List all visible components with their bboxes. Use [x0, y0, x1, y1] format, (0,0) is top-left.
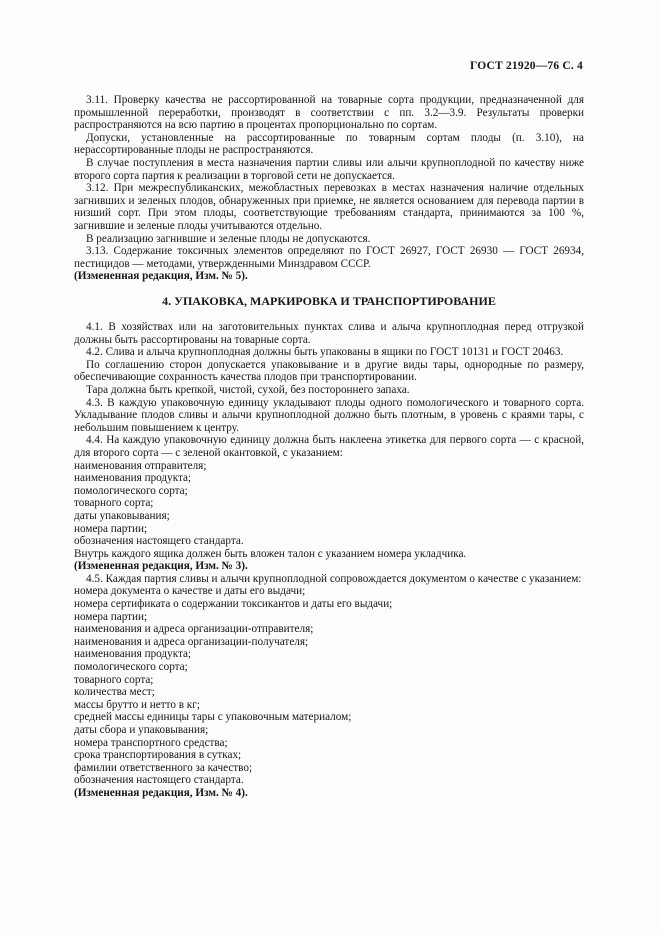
- list-item: фамилии ответственного за качество;: [74, 761, 253, 774]
- list-item: даты упаковывания;: [74, 509, 170, 522]
- list-item: номера партии;: [74, 522, 148, 535]
- list-item: номера сертификата о содержании токсикантов и даты его выдачи;: [74, 598, 393, 611]
- list-item: наименования отправителя;: [74, 459, 207, 472]
- list-item: обозначения настоящего стандарта.: [74, 535, 244, 548]
- paragraph-4-4: 4.4. На каждую упаковочную единицу должна быть наклеена этикетка для первого сорта — с красной, для второго сорта — с зеленой окантовкой, с указанием:: [74, 434, 584, 459]
- list-item: даты сбора и упаковывания;: [74, 724, 209, 736]
- paragraph-3-12: 3.12. При межреспубликанских, межобластных перевозках в местах назначения наличие отдельных загнивших и зеленых плодов, обнаруженных при приемке, не является основанием для перевода партии в низший сорт. При этом плоды, соответствующие требованиям стандарта, принимаются за 100 %, загнившие и зеленые плоды учитываются отдельно.: [74, 182, 584, 232]
- paragraph-4-2-container: Тара должна быть крепкой, чистой, сухой, без постороннего запаха.: [86, 383, 410, 396]
- list-item: помологического сорта;: [74, 484, 188, 497]
- list-item: товарного сорта;: [74, 497, 154, 510]
- paragraph-4-3: 4.3. В каждую упаковочную единицу укладывают плоды одного помологического и товарного сорта. Укладывание плодов сливы и алычи крупноплодной должно быть плотным, в уровень с краями тары, с небольшим повышением к центру.: [74, 396, 584, 434]
- paragraph-4-4-coupon: Внутрь каждого ящика должен быть вложен талон с указанием номера укладчика.: [74, 547, 467, 560]
- section-3-end: [74, 94, 584, 283]
- list-item: обозначения настоящего стандарта.: [74, 774, 244, 787]
- list-item: номера документа о качестве и даты его выдачи;: [74, 585, 306, 598]
- paragraph-3-12-rotten: В реализацию загнившие и зеленые плоды не допускаются.: [86, 232, 371, 245]
- paragraph-3-11-below-grade: В случае поступления в места назначения партии сливы или алычи крупноплодной по качеству ниже второго сорта партия к реализации в торговой сети не допускается.: [74, 156, 584, 182]
- list-item: номера транспортного средства;: [74, 736, 228, 749]
- paragraph-3-13: 3.13. Содержание токсичных элементов определяют по ГОСТ 26927, ГОСТ 26930 — ГОСТ 26934, пестицидов — методами, утвержденными Минздравом СССР.: [74, 245, 584, 270]
- list-item: помологического сорта;: [74, 661, 188, 674]
- section-4-body: [74, 321, 584, 800]
- list-item: количества мест;: [74, 686, 155, 699]
- list-item: средней массы единицы тары с упаковочным материалом;: [74, 711, 352, 724]
- edition-note-5: (Измененная редакция, Изм. № 5).: [74, 270, 248, 283]
- paragraph-3-11-tolerances: Допуски, установленные на рассортированные по товарным сортам плоды (п. 3.10), на нерассортированные плоды не распространяются.: [74, 131, 584, 157]
- list-item: массы брутто и нетто в кг;: [74, 698, 200, 711]
- list-item: наименования и адреса организации-отправителя;: [74, 623, 314, 636]
- paragraph-4-2-agreement: По соглашению сторон допускается упаковывание и в другие виды тары, однородные по размеру, обеспечивающие сохранность качества плодов при транспортировании.: [74, 358, 584, 384]
- paragraph-3-11: 3.11. Проверку качества не рассортированной на товарные сорта продукции, предназначенной для промышленной переработки, производят в соответствии с пп. 3.2—3.9. Результаты проверки распространяются на всю партию в процентах пропорционально по сортам.: [74, 94, 584, 132]
- list-item: товарного сорта;: [74, 673, 154, 686]
- edition-note-3: (Измененная редакция, Изм. № 3).: [74, 560, 248, 573]
- paragraph-4-2: 4.2. Слива и алыча крупноплодная должны быть упакованы в ящики по ГОСТ 10131 и ГОСТ 20463.: [86, 346, 564, 359]
- paragraph-4-5: 4.5. Каждая партия сливы и алычи крупноплодной сопровождается документом о качестве с указанием:: [86, 572, 582, 585]
- list-item: срока транспортирования в сутках;: [74, 749, 242, 762]
- page-header: ГОСТ 21920—76 С. 4: [470, 60, 583, 72]
- list-item: наименования продукта;: [74, 472, 192, 485]
- section-4-title: 4. УПАКОВКА, МАРКИРОВКА И ТРАНСПОРТИРОВАНИЕ: [162, 294, 496, 308]
- edition-note-4: (Измененная редакция, Изм. № 4).: [74, 786, 248, 799]
- paragraph-4-1: 4.1. В хозяйствах или на заготовительных пунктах слива и алыча крупноплодная перед отгрузкой должны быть рассортированы на товарные сорта.: [74, 321, 584, 346]
- list-item: наименования продукта;: [74, 648, 192, 661]
- list-item: номера партии;: [74, 610, 148, 623]
- list-item: наименования и адреса организации-получателя;: [74, 635, 309, 648]
